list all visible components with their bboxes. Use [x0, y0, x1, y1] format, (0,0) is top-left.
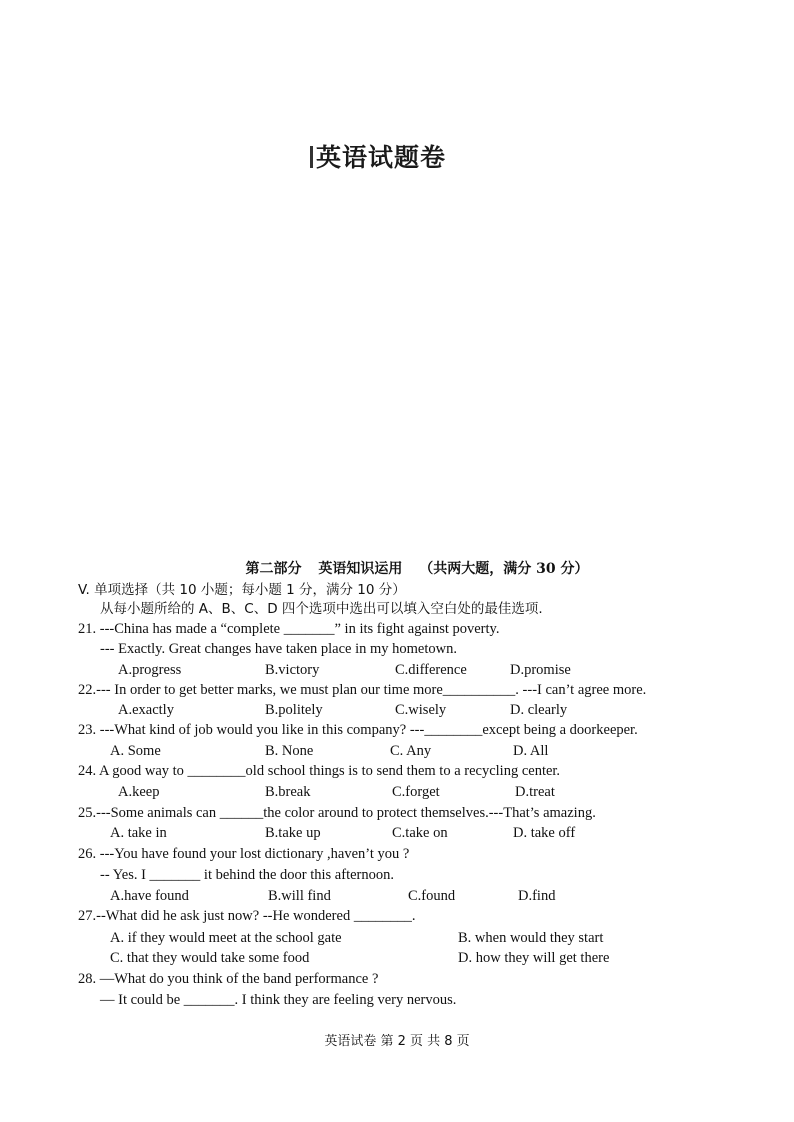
question-21-option-b: B.victory — [265, 662, 320, 678]
part-name: 第二部分 — [245, 561, 302, 577]
question-27-stem: 27.--What did he ask just now? --He wondered ________. — [78, 908, 416, 924]
scan-mark — [310, 146, 313, 168]
question-22-option-a: A.exactly — [118, 702, 174, 718]
page-footer: 英语试卷 第 2 页 共 8 页 — [324, 1034, 470, 1049]
question-25-stem: 25.---Some animals can ______the color around to protect themselves.---That’s amazing. — [78, 805, 596, 821]
question-27-option-a: A. if they would meet at the school gate — [110, 930, 342, 946]
question-23-stem: 23. ---What kind of job would you like in this company? ---________except being a doorkeeper. — [78, 722, 638, 738]
question-26-option-d: D.find — [518, 888, 556, 904]
question-28-reply: — It could be _______. I think they are feeling very nervous. — [100, 992, 457, 1008]
question-24-option-c: C.forget — [392, 784, 440, 800]
question-23-option-a: A. Some — [110, 743, 161, 759]
question-22-option-d: D. clearly — [510, 702, 568, 718]
question-28-stem: 28. —What do you think of the band performance ? — [78, 971, 379, 987]
question-21-option-d: D.promise — [510, 662, 571, 678]
question-25-option-b: B.take up — [265, 825, 321, 841]
question-26-stem: 26. ---You have found your lost dictionary ,haven’t you ? — [78, 846, 410, 862]
question-23-option-b: B. None — [265, 743, 314, 759]
page-title-text: 英语试题卷 — [316, 143, 447, 172]
question-24-stem: 24. A good way to ________old school things is to send them to a recycling center. — [78, 763, 561, 779]
question-26-option-c: C.found — [408, 888, 456, 904]
question-25-option-c: C.take on — [392, 825, 448, 841]
page-title — [310, 138, 446, 174]
question-22-option-c: C.wisely — [395, 702, 447, 718]
question-21-reply: --- Exactly. Great changes have taken place in my hometown. — [100, 641, 457, 657]
question-25-option-d: D. take off — [513, 825, 576, 841]
part-heading — [0, 558, 794, 578]
question-21-option-a: A.progress — [118, 662, 182, 678]
question-25-option-a: A. take in — [110, 825, 167, 841]
question-22-option-b: B.politely — [265, 702, 323, 718]
question-21-stem: 21. ---China has made a “complete _______” in its fight against poverty. — [78, 621, 500, 637]
question-27-option-d: D. how they will get there — [458, 950, 610, 966]
question-27-option-c: C. that they would take some food — [110, 950, 310, 966]
question-26-reply: -- Yes. I _______ it behind the door this afternoon. — [100, 867, 394, 883]
question-24-option-d: D.treat — [515, 784, 555, 800]
question-23-option-d: D. All — [513, 743, 549, 759]
section-heading: V. 单项选择（共 10 小题；每小题 1 分，满分 10 分） — [78, 582, 406, 598]
part-score-note: （共两大题，满分 30 分） — [419, 561, 589, 577]
question-24-option-a: A.keep — [118, 784, 160, 800]
question-24-option-b: B.break — [265, 784, 311, 800]
question-26-option-b: B.will find — [268, 888, 331, 904]
section-instruction: 从每小题所给的 A、B、C、D 四个选项中选出可以填入空白处的最佳选项. — [100, 601, 543, 617]
question-27-option-b: B. when would they start — [458, 930, 604, 946]
part-subject: 英语知识运用 — [318, 561, 403, 577]
question-21-option-c: C.difference — [395, 662, 467, 678]
question-22-stem: 22.--- In order to get better marks, we must plan our time more__________. ---I can’t agree more. — [78, 682, 647, 698]
question-26-option-a: A.have found — [110, 888, 189, 904]
question-23-option-c: C. Any — [390, 743, 432, 759]
